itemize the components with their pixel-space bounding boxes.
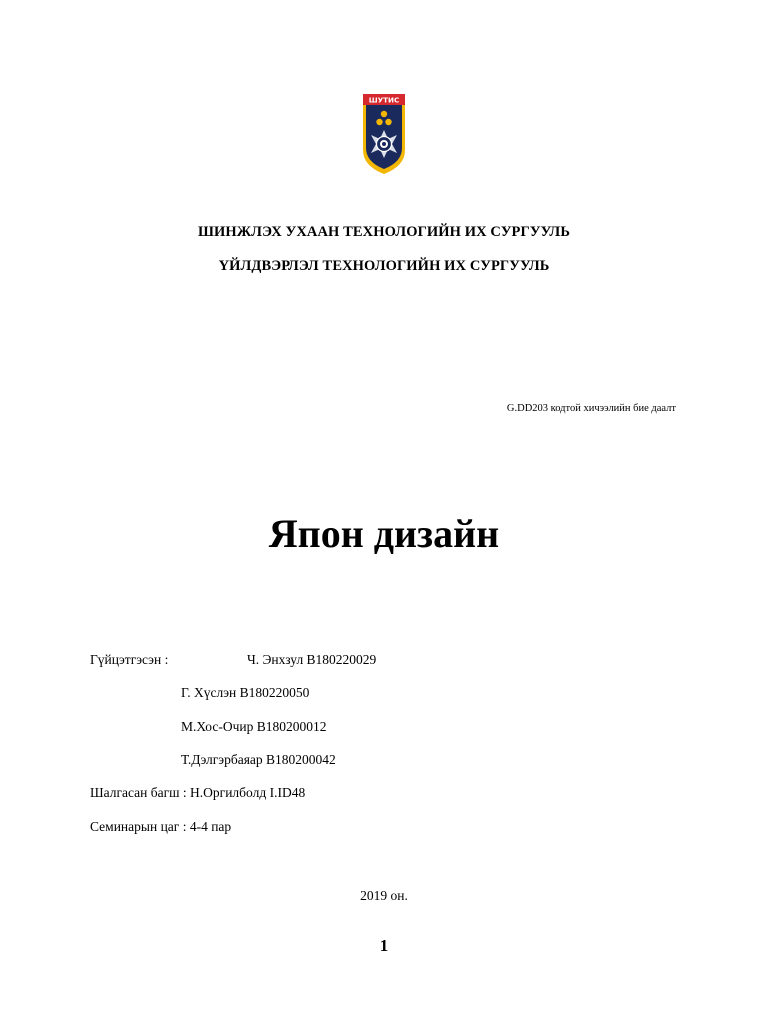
university-name: ШИНЖЛЭХ УХААН ТЕХНОЛОГИЙН ИХ СУРГУУЛЬ <box>197 224 571 240</box>
seminar-line: Семинарын цаг : 4-4 пар <box>90 819 232 834</box>
authors-label: Гүйцэтгэсэн : <box>90 652 169 667</box>
document-title: Япон дизайн <box>268 511 500 556</box>
author-2: Г. Хүслэн B180220050 <box>181 685 310 700</box>
author-4: Т.Дэлгэрбаяар B180200042 <box>181 752 336 767</box>
author-3: М.Хос-Очир B180200012 <box>181 719 327 734</box>
author-1: Ч. Энхзул B180220029 <box>247 652 377 667</box>
teacher-line: Шалгасан багш : Н.Оргилболд I.ID48 <box>90 785 306 800</box>
university-logo <box>361 92 407 176</box>
logo-text: ШУТИС <box>368 95 400 105</box>
year: 2019 он. <box>360 888 408 903</box>
school-name: ҮЙЛДВЭРЛЭЛ ТЕХНОЛОГИЙН ИХ СУРГУУЛЬ <box>218 258 550 274</box>
page-number: 1 <box>379 936 389 955</box>
course-note: G.DD203 кодтой хичээлийн бие даалт <box>506 403 676 414</box>
